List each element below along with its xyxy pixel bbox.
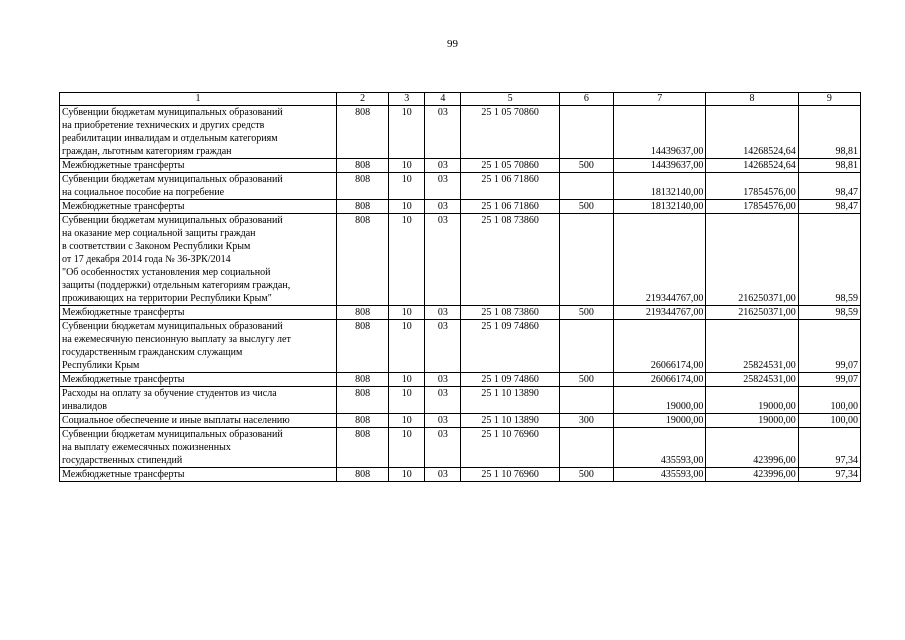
column-header-8: 8 (706, 93, 798, 106)
subsection-code-cell: 03 (425, 428, 461, 468)
approved-amount-cell: 219344767,00 (614, 214, 706, 306)
target-article-cell: 25 1 09 74860 (461, 320, 559, 373)
approved-amount-cell: 18132140,00 (614, 200, 706, 214)
department-code-cell: 808 (337, 320, 389, 373)
target-article-cell: 25 1 08 73860 (461, 306, 559, 320)
column-header-4: 4 (425, 93, 461, 106)
expense-type-cell: 500 (559, 306, 613, 320)
department-code-cell: 808 (337, 414, 389, 428)
expense-type-cell: 500 (559, 159, 613, 173)
approved-amount-cell: 14439637,00 (614, 159, 706, 173)
execution-percent-cell: 98,81 (798, 159, 860, 173)
section-code-cell: 10 (389, 387, 425, 414)
column-header-1: 1 (60, 93, 337, 106)
subsection-code-cell: 03 (425, 373, 461, 387)
column-header-7: 7 (614, 93, 706, 106)
executed-amount-cell: 14268524,64 (706, 106, 798, 159)
execution-percent-cell: 98,81 (798, 106, 860, 159)
execution-percent-cell: 98,59 (798, 214, 860, 306)
row-name-cell: Социальное обеспечение и иные выплаты населению (60, 414, 337, 428)
section-code-cell: 10 (389, 468, 425, 482)
target-article-cell: 25 1 10 13890 (461, 387, 559, 414)
executed-amount-cell: 19000,00 (706, 387, 798, 414)
row-name-cell: Субвенции бюджетам муниципальных образований на выплату ежемесячных пожизненных государственных стипендий (60, 428, 337, 468)
executed-amount-cell: 17854576,00 (706, 200, 798, 214)
table-row (60, 173, 861, 200)
expense-type-cell (559, 214, 613, 306)
approved-amount-cell: 18132140,00 (614, 173, 706, 200)
execution-percent-cell: 99,07 (798, 373, 860, 387)
column-header-9: 9 (798, 93, 860, 106)
expense-type-cell (559, 320, 613, 373)
target-article-cell: 25 1 10 76960 (461, 428, 559, 468)
approved-amount-cell: 219344767,00 (614, 306, 706, 320)
target-article-cell: 25 1 05 70860 (461, 159, 559, 173)
section-code-cell: 10 (389, 106, 425, 159)
expense-type-cell (559, 428, 613, 468)
table-row (60, 106, 861, 159)
target-article-cell: 25 1 05 70860 (461, 106, 559, 159)
approved-amount-cell: 435593,00 (614, 468, 706, 482)
expense-type-cell (559, 106, 613, 159)
table-row (60, 414, 861, 428)
column-header-6: 6 (559, 93, 613, 106)
budget-table (59, 92, 861, 482)
subsection-code-cell: 03 (425, 306, 461, 320)
department-code-cell: 808 (337, 106, 389, 159)
subsection-code-cell: 03 (425, 414, 461, 428)
section-code-cell: 10 (389, 214, 425, 306)
row-name-cell: Межбюджетные трансферты (60, 306, 337, 320)
expense-type-cell: 500 (559, 373, 613, 387)
section-code-cell: 10 (389, 414, 425, 428)
executed-amount-cell: 216250371,00 (706, 214, 798, 306)
executed-amount-cell: 17854576,00 (706, 173, 798, 200)
table-row (60, 320, 861, 373)
department-code-cell: 808 (337, 428, 389, 468)
expense-type-cell: 500 (559, 200, 613, 214)
row-name-cell: Субвенции бюджетам муниципальных образований на оказание мер социальной защиты граждан в соответствии с Законом Республики Крым от 17 декабря 2014 года № 36-ЗРК/2014 "Об особенностях установления мер социальной защиты (поддержки) отдельным категориям граждан, проживающих на территории Республики Крым" (60, 214, 337, 306)
execution-percent-cell: 100,00 (798, 414, 860, 428)
executed-amount-cell: 25824531,00 (706, 320, 798, 373)
section-code-cell: 10 (389, 159, 425, 173)
expense-type-cell: 500 (559, 468, 613, 482)
row-name-cell: Расходы на оплату за обучение студентов из числа инвалидов (60, 387, 337, 414)
department-code-cell: 808 (337, 214, 389, 306)
row-name-cell: Субвенции бюджетам муниципальных образований на приобретение технических и других средств реабилитации инвалидам и отдельным категориям граждан, льготным категориям граждан (60, 106, 337, 159)
target-article-cell: 25 1 06 71860 (461, 173, 559, 200)
table-row (60, 200, 861, 214)
table-row (60, 306, 861, 320)
target-article-cell: 25 1 09 74860 (461, 373, 559, 387)
subsection-code-cell: 03 (425, 200, 461, 214)
target-article-cell: 25 1 10 76960 (461, 468, 559, 482)
subsection-code-cell: 03 (425, 173, 461, 200)
target-article-cell: 25 1 10 13890 (461, 414, 559, 428)
column-header-3: 3 (389, 93, 425, 106)
section-code-cell: 10 (389, 373, 425, 387)
department-code-cell: 808 (337, 306, 389, 320)
approved-amount-cell: 435593,00 (614, 428, 706, 468)
subsection-code-cell: 03 (425, 468, 461, 482)
section-code-cell: 10 (389, 428, 425, 468)
row-name-cell: Межбюджетные трансферты (60, 373, 337, 387)
table-row (60, 214, 861, 306)
table-row (60, 159, 861, 173)
section-code-cell: 10 (389, 320, 425, 373)
table-row (60, 468, 861, 482)
department-code-cell: 808 (337, 468, 389, 482)
department-code-cell: 808 (337, 159, 389, 173)
row-name-cell: Субвенции бюджетам муниципальных образований на ежемесячную пенсионную выплату за выслугу лет государственным гражданским служащим Республики Крым (60, 320, 337, 373)
executed-amount-cell: 423996,00 (706, 428, 798, 468)
approved-amount-cell: 19000,00 (614, 414, 706, 428)
column-header-5: 5 (461, 93, 559, 106)
executed-amount-cell: 25824531,00 (706, 373, 798, 387)
approved-amount-cell: 26066174,00 (614, 373, 706, 387)
department-code-cell: 808 (337, 173, 389, 200)
row-name-cell: Межбюджетные трансферты (60, 159, 337, 173)
expense-type-cell (559, 173, 613, 200)
subsection-code-cell: 03 (425, 320, 461, 373)
subsection-code-cell: 03 (425, 159, 461, 173)
subsection-code-cell: 03 (425, 106, 461, 159)
target-article-cell: 25 1 06 71860 (461, 200, 559, 214)
execution-percent-cell: 97,34 (798, 468, 860, 482)
page-number: 99 (447, 38, 458, 50)
column-number-row (60, 93, 861, 106)
table-row (60, 373, 861, 387)
expense-type-cell (559, 387, 613, 414)
section-code-cell: 10 (389, 200, 425, 214)
target-article-cell: 25 1 08 73860 (461, 214, 559, 306)
execution-percent-cell: 98,47 (798, 200, 860, 214)
execution-percent-cell: 97,34 (798, 428, 860, 468)
section-code-cell: 10 (389, 306, 425, 320)
row-name-cell: Межбюджетные трансферты (60, 200, 337, 214)
row-name-cell: Межбюджетные трансферты (60, 468, 337, 482)
table-row (60, 428, 861, 468)
column-header-2: 2 (337, 93, 389, 106)
execution-percent-cell: 100,00 (798, 387, 860, 414)
row-name-cell: Субвенции бюджетам муниципальных образований на социальное пособие на погребение (60, 173, 337, 200)
section-code-cell: 10 (389, 173, 425, 200)
execution-percent-cell: 98,59 (798, 306, 860, 320)
execution-percent-cell: 99,07 (798, 320, 860, 373)
subsection-code-cell: 03 (425, 214, 461, 306)
expense-type-cell: 300 (559, 414, 613, 428)
approved-amount-cell: 19000,00 (614, 387, 706, 414)
approved-amount-cell: 14439637,00 (614, 106, 706, 159)
approved-amount-cell: 26066174,00 (614, 320, 706, 373)
table-row (60, 387, 861, 414)
executed-amount-cell: 14268524,64 (706, 159, 798, 173)
executed-amount-cell: 423996,00 (706, 468, 798, 482)
subsection-code-cell: 03 (425, 387, 461, 414)
department-code-cell: 808 (337, 200, 389, 214)
execution-percent-cell: 98,47 (798, 173, 860, 200)
department-code-cell: 808 (337, 387, 389, 414)
executed-amount-cell: 216250371,00 (706, 306, 798, 320)
executed-amount-cell: 19000,00 (706, 414, 798, 428)
department-code-cell: 808 (337, 373, 389, 387)
